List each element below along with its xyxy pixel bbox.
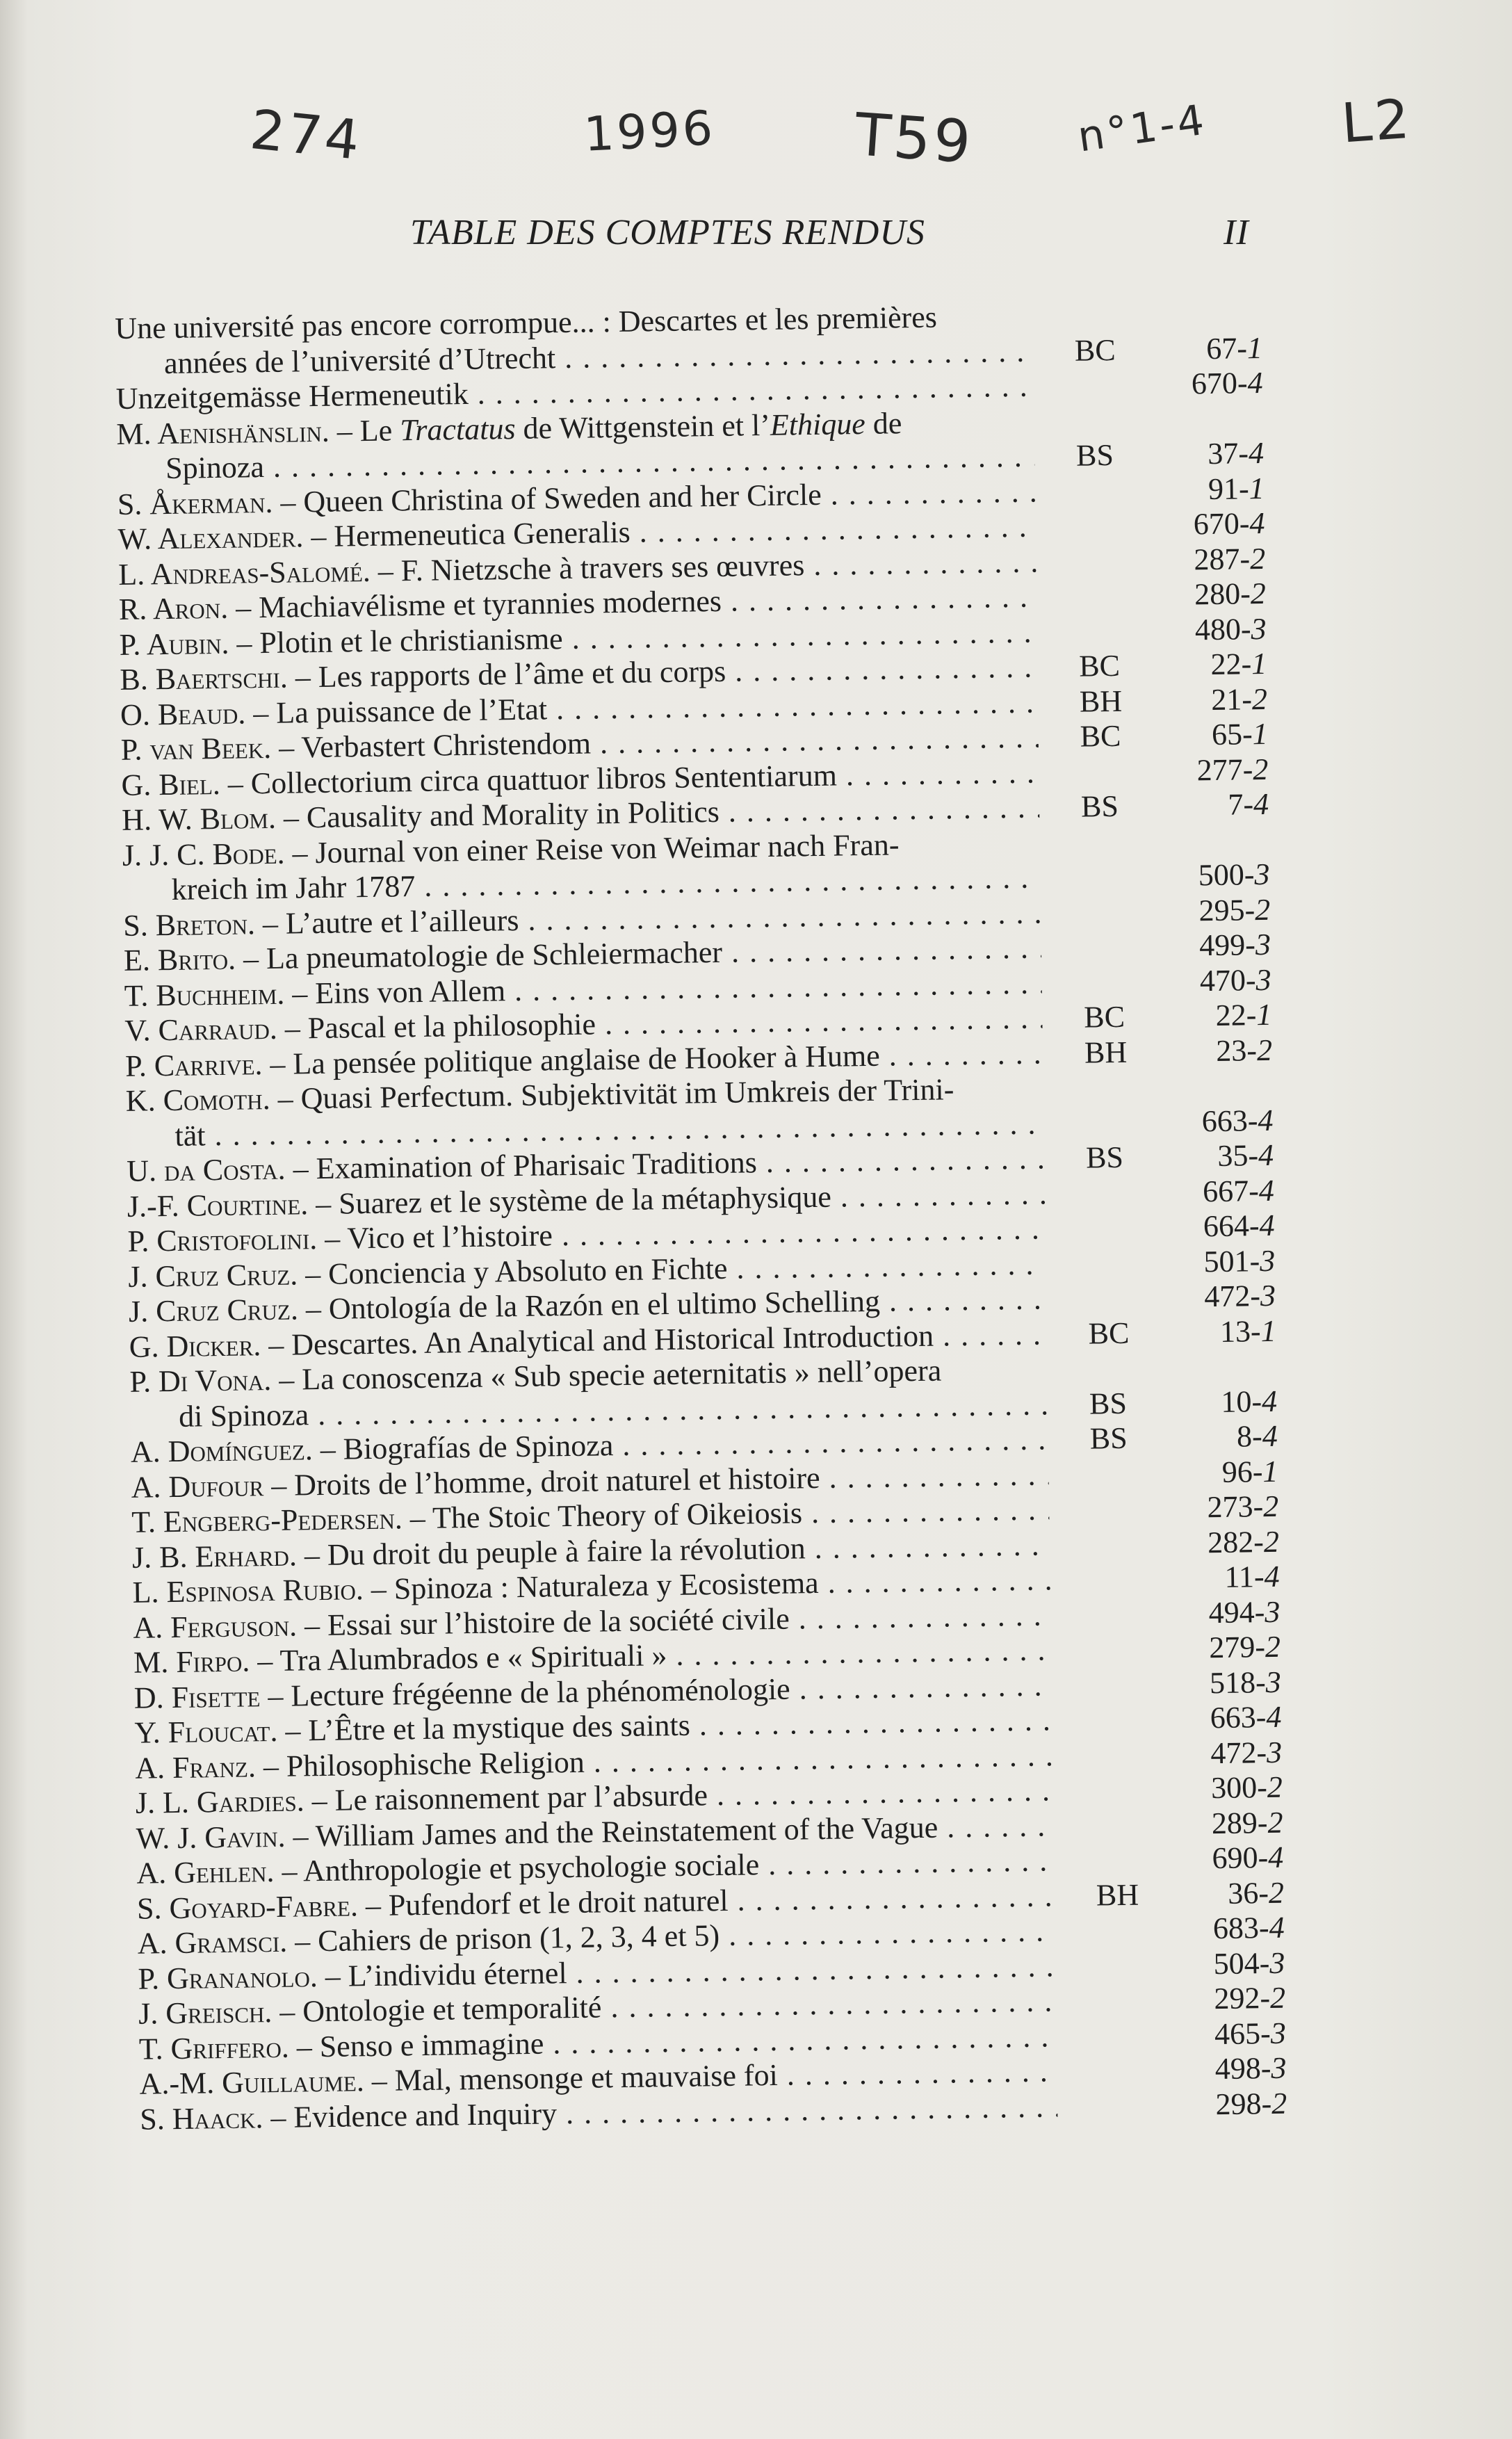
issue-number: 2	[1267, 1769, 1283, 1805]
review-code: BS	[1075, 437, 1114, 473]
issue-number: 4	[1264, 1559, 1280, 1594]
issue-number: 4	[1249, 505, 1265, 541]
review-code	[1091, 1561, 1161, 1562]
page-number-ref: 11-	[1224, 1559, 1265, 1594]
review-code	[1098, 1982, 1167, 1983]
review-code	[1092, 1596, 1162, 1597]
page-number-ref: 292-	[1214, 1981, 1271, 2016]
entry-author: V. Carraud.	[124, 1011, 278, 1048]
handwriting-fragment: 1996	[583, 101, 717, 163]
page-reference	[1162, 1103, 1274, 1140]
entry-title: – Queen Christina of Sweden and her Circle	[280, 477, 822, 519]
review-code: BC	[1078, 648, 1121, 683]
entry-author: T. Buchheim.	[124, 976, 285, 1013]
page-reference	[1160, 927, 1271, 964]
entry-title-continued: années de l’université d’Utrecht . . .	[164, 334, 1034, 381]
page-reference	[1171, 1770, 1283, 1807]
issue-number: 4	[1247, 365, 1263, 400]
entry-author: M. Aenishänslin.	[116, 414, 330, 451]
issue-number: 4	[1261, 1384, 1278, 1418]
entry-title: – Senso e immagine	[296, 2026, 544, 2064]
page-number-ref: 298-	[1215, 2086, 1272, 2121]
page-reference	[1164, 1313, 1276, 1350]
review-code	[1094, 1701, 1163, 1702]
entry-author: P. Grananolo.	[138, 1959, 318, 1996]
entry-author: W. Alexander.	[117, 519, 304, 556]
review-code	[1098, 2052, 1168, 2053]
review-code	[1083, 964, 1153, 965]
page-reference	[1169, 1594, 1281, 1631]
issue-number: 3	[1255, 962, 1271, 997]
issue-number: 4	[1267, 1840, 1284, 1875]
page-reference	[1151, 366, 1263, 403]
entry-author: A. Dufour	[131, 1468, 264, 1505]
issue-number: 2	[1268, 1875, 1285, 1910]
entry-author: A. Gehlen.	[136, 1854, 275, 1890]
page-reference	[1175, 2051, 1287, 2088]
entry-author: A.-M. Guillaume.	[139, 2064, 365, 2101]
page-number-ref: 22-	[1215, 998, 1257, 1032]
entry-author: T. Engberg-Pedersen.	[131, 1501, 403, 1539]
entry-author: Y. Floucat.	[134, 1713, 278, 1750]
review-code	[1090, 1456, 1160, 1457]
page-number-ref: 500-	[1198, 857, 1255, 893]
page-number-ref: 683-	[1212, 1911, 1269, 1946]
review-code: BH	[1096, 1877, 1139, 1913]
entry-author: A. Franz.	[134, 1749, 257, 1785]
entry-author: S. Goyard-Fabre.	[136, 1888, 359, 1926]
page-reference	[1160, 962, 1271, 999]
issue-number: 3	[1271, 2050, 1287, 2086]
review-code: BS	[1085, 1140, 1124, 1175]
issue-number: 4	[1266, 1699, 1282, 1735]
entry-title: – Descartes. An Analytical and Historical Introduction	[268, 1318, 934, 1362]
entry-title-continued: Spinoza . . .	[165, 439, 1035, 487]
entry-author: B. Baertschi.	[120, 660, 288, 697]
page-number-ref: 277-	[1196, 752, 1253, 787]
review-code	[1087, 1245, 1157, 1246]
page-number-ref: 498-	[1214, 2051, 1271, 2086]
entry-author: L. Espinosa Rubio.	[132, 1572, 364, 1610]
entry-title: – Journal von einer Reise von Weimar nach Fran-	[292, 827, 900, 870]
page-reference	[1151, 330, 1263, 367]
entry-title: – William James and the Reinstatement of the Vague	[293, 1810, 938, 1854]
entry-title: – L’individu éternel	[325, 1955, 567, 1993]
page-reference	[1154, 541, 1266, 578]
entry-author: D. Fisette	[133, 1678, 261, 1715]
issue-number: 1	[1260, 1313, 1276, 1348]
page-number-ref: 501-	[1203, 1243, 1260, 1279]
review-code	[1075, 367, 1144, 368]
review-code	[1091, 1526, 1161, 1527]
issue-number: 2	[1256, 1032, 1273, 1067]
page-reference	[1153, 436, 1265, 473]
page-number-ref: 36-	[1227, 1875, 1269, 1911]
issue-number: 3	[1259, 1243, 1276, 1278]
review-code: BS	[1089, 1386, 1128, 1421]
entry-author: J. Greisch.	[138, 1995, 273, 2031]
page-reference	[1172, 1840, 1284, 1877]
page-number-ref: 273-	[1207, 1489, 1264, 1525]
page-number-ref: 664-	[1203, 1208, 1260, 1244]
entry-author: J. Cruz Cruz.	[128, 1292, 299, 1329]
page-number-ref: 8-	[1236, 1419, 1263, 1454]
entry-title: – La conoscenza « Sub specie aeternitatis » nell’opera	[278, 1353, 942, 1397]
handwritten-annotation	[236, 83, 1460, 181]
page-number-ref: 518-	[1209, 1664, 1267, 1700]
entry-title: – Du droit du peuple à faire la révolution	[304, 1530, 806, 1572]
entry-title: – La puissance de l’Etat	[252, 691, 548, 730]
page-number-ref: 65-	[1211, 717, 1253, 752]
entry-title: – La pensée politique anglaise de Hooker à Hume	[270, 1038, 880, 1081]
issue-number: 2	[1263, 1524, 1280, 1559]
entry-title: – Lecture frégéenne de la phénoménologie	[268, 1671, 790, 1713]
page-reference	[1163, 1208, 1275, 1245]
entry-title: Unzeitgemässe Hermeneutik	[115, 376, 469, 416]
page-number-ref: 690-	[1212, 1840, 1269, 1876]
entry-title: – Tra Alumbrados e « Spirituali »	[257, 1638, 667, 1678]
issue-number: 4	[1262, 1418, 1278, 1454]
review-code: BC	[1074, 332, 1116, 368]
issue-number: 1	[1262, 1454, 1278, 1489]
page-number-ref: 23-	[1215, 1032, 1258, 1068]
issue-number: 2	[1267, 1805, 1283, 1840]
issue-number: 2	[1254, 892, 1271, 927]
page-number-ref: 7-	[1228, 787, 1254, 822]
page-reference	[1164, 1243, 1276, 1280]
entry-title: – Eins von Allem	[291, 973, 506, 1011]
issue-number: 2	[1271, 2086, 1287, 2121]
entry-author: O. Beaud.	[120, 695, 246, 732]
entry-author: G. Dicker.	[129, 1327, 261, 1364]
entry-author: R. Aron.	[118, 590, 229, 626]
page-reference	[1153, 506, 1265, 543]
entry-title: – Plotin et le christianisme	[236, 621, 563, 661]
entry-title: – Examination of Pharisaic Traditions	[293, 1145, 758, 1186]
page-reference	[1166, 1384, 1278, 1420]
entry-title: – Conciencia y Absoluto en Fichte	[304, 1251, 728, 1291]
page-number-ref: 287-	[1194, 541, 1251, 576]
issue-number: 3	[1265, 1664, 1282, 1699]
page-reference	[1169, 1664, 1281, 1701]
page-reference	[1155, 611, 1267, 648]
page-reference	[1171, 1805, 1283, 1842]
entry-author: P. Carrive.	[124, 1046, 263, 1083]
page-number-ref: 663-	[1210, 1700, 1267, 1735]
entry-author: W. J. Gavin.	[136, 1819, 286, 1856]
page-reference	[1155, 647, 1267, 683]
page-reference	[1168, 1559, 1280, 1596]
entry-title: – Ontología de la Razón en el ultimo Schelling	[305, 1283, 881, 1327]
review-code	[1099, 2088, 1169, 2089]
page-reference	[1171, 1735, 1283, 1772]
issue-number: 3	[1270, 2016, 1287, 2050]
entry-author: K. Comoth.	[125, 1081, 270, 1118]
entry-author: H. W. Blom.	[121, 800, 277, 837]
page-reference	[1173, 1945, 1285, 1982]
page-reference	[1162, 1138, 1274, 1175]
entry-author: L. Andreas-Salomé.	[117, 553, 371, 592]
page-number-ref: 670-	[1193, 506, 1250, 542]
page-number-ref: 96-	[1221, 1454, 1263, 1489]
page-reference	[1176, 2086, 1287, 2123]
page-reference	[1157, 752, 1269, 788]
page-number-ref: 504-	[1213, 1945, 1270, 1981]
entry-author: A. Ferguson.	[133, 1608, 298, 1645]
entry-title: – Philosophische Religion	[263, 1744, 585, 1783]
review-code	[1097, 1947, 1166, 1948]
review-code: BH	[1084, 1035, 1128, 1070]
page-reference	[1157, 787, 1269, 824]
entry-title: – Pufendorf et le droit naturel	[365, 1883, 729, 1922]
issue-number: 4	[1248, 435, 1265, 471]
page-number-ref: 663-	[1201, 1103, 1258, 1138]
review-code	[1093, 1631, 1162, 1632]
handwriting-fragment: 274	[247, 98, 366, 173]
entry-title: – Anthropologie et psychologie sociale	[282, 1847, 760, 1888]
entry-title: – Verbastert Christendom	[278, 726, 592, 765]
page-reference	[1161, 1032, 1273, 1069]
page-number-ref: 295-	[1198, 892, 1255, 927]
page-reference	[1173, 1911, 1285, 1947]
issue-number: 3	[1251, 611, 1267, 646]
entry-author: J. Cruz Cruz.	[128, 1256, 298, 1294]
entry-title: – Causality and Morality in Politics	[283, 794, 720, 835]
page-number-ref: 472-	[1210, 1735, 1267, 1770]
page-number-ref: 279-	[1208, 1630, 1266, 1665]
issue-number: 3	[1254, 857, 1270, 892]
entry-title: – Machiavélisme et tyrannies modernes	[235, 583, 722, 625]
entry-author: J. J. C. Bode.	[122, 836, 285, 873]
issue-number: 1	[1246, 330, 1263, 365]
entry-title: – F. Nietzsche à travers ses œuvres	[377, 547, 805, 588]
entry-author: J. B. Erhard.	[131, 1538, 298, 1575]
page-number-ref: 499-	[1198, 927, 1256, 963]
entry-author: A. Domínguez.	[130, 1432, 314, 1469]
entry-title: – Biografías de Spinoza	[320, 1428, 614, 1467]
page-reference	[1156, 681, 1268, 718]
entry-title: – Essai sur l’histoire de la société civile	[304, 1601, 790, 1642]
entry-author: E. Brito.	[123, 941, 236, 978]
issue-number: 2	[1253, 752, 1269, 786]
entry-title: – Ontologie et temporalité	[279, 1990, 602, 2029]
handwriting-fragment: n°1-4	[1075, 95, 1210, 162]
issue-number: 1	[1252, 716, 1268, 752]
entry-title: – L’Être et la mystique des saints	[285, 1708, 691, 1748]
issue-number: 2	[1249, 541, 1266, 576]
entry-title: – L’autre et l’ailleurs	[262, 902, 519, 941]
handwriting-fragment: L2	[1339, 88, 1415, 156]
page-number-ref: 10-	[1221, 1384, 1262, 1419]
issue-number: 3	[1269, 1945, 1285, 1980]
review-code	[1096, 1912, 1166, 1913]
page-number-ref: 667-	[1202, 1173, 1260, 1208]
entry-title: – Hermeneutica Generalis	[311, 514, 631, 554]
page-number-ref: 13-	[1219, 1313, 1261, 1349]
entry-title: – Evidence and Inquiry	[270, 2096, 558, 2134]
page-reference	[1160, 998, 1272, 1035]
page-reference	[1158, 857, 1270, 894]
entry-title: – Cahiers de prison (1, 2, 3, 4 et 5)	[294, 1918, 720, 1959]
issue-number: 2	[1262, 1489, 1279, 1524]
entry-author: S. Breton.	[122, 906, 256, 943]
review-code: BS	[1080, 788, 1119, 824]
page-reference	[1153, 471, 1265, 508]
page-reference	[1154, 576, 1266, 613]
page-reference	[1166, 1419, 1278, 1456]
entry-title: – Mal, mensonge et mauvaise foi	[371, 2057, 779, 2098]
entry-author: J.-F. Courtine.	[127, 1186, 309, 1224]
page-number-ref: 67-	[1205, 330, 1248, 366]
page-reference	[1162, 1173, 1274, 1210]
page-reference	[1159, 892, 1271, 929]
review-index	[115, 295, 1322, 2137]
issue-number: 4	[1258, 1137, 1274, 1173]
review-code: BS	[1089, 1420, 1128, 1456]
page-reference	[1168, 1524, 1280, 1561]
entry-title: – Le Tractatus de Wittgenstein et l’Ethique de	[336, 405, 902, 448]
entry-author: P. Cristofolini.	[127, 1222, 318, 1258]
issue-number: 3	[1255, 927, 1271, 962]
entry-title: – Droits de l’homme, droit naturel et histoire	[270, 1460, 820, 1502]
entry-title-continued: di Spinoza . . .	[179, 1387, 1048, 1434]
entry-author: S. Åkerman.	[117, 485, 273, 521]
entry-author: U. da Costa.	[126, 1151, 286, 1188]
issue-number: 3	[1264, 1594, 1281, 1629]
page-number-ref: 670-	[1191, 366, 1248, 401]
page-reference	[1164, 1279, 1276, 1315]
page-number-ref: 280-	[1194, 576, 1251, 612]
entry-author: P. Aubin.	[119, 626, 229, 662]
review-code	[1082, 894, 1152, 895]
entry-title-continued: tät . . .	[174, 1106, 1044, 1153]
page-reference	[1156, 717, 1268, 754]
review-code: BC	[1080, 718, 1121, 754]
issue-number: 4	[1258, 1103, 1274, 1137]
issue-number: 4	[1269, 1910, 1285, 1945]
issue-number: 4	[1258, 1173, 1275, 1208]
entry-title: – Collectorium circa quattuor libros Sententiarum	[227, 758, 838, 801]
page-number-ref: 465-	[1214, 2016, 1271, 2051]
page-number-ref: 300-	[1210, 1770, 1268, 1806]
issue-number: 1	[1249, 471, 1265, 505]
page-number-ref: 494-	[1208, 1594, 1265, 1630]
issue-number: 1	[1255, 997, 1272, 1032]
review-code	[1095, 1807, 1164, 1808]
page-reference	[1170, 1700, 1282, 1737]
entry-author: J. L. Gardies.	[135, 1783, 305, 1820]
issue-number: 3	[1260, 1278, 1276, 1313]
page-number-ref: 282-	[1207, 1524, 1265, 1559]
page-number: II	[1224, 213, 1249, 252]
handwriting-fragment: T59	[852, 100, 976, 177]
review-code	[1078, 613, 1148, 614]
page-number-ref: 91-	[1208, 471, 1250, 506]
page-number-ref: 35-	[1217, 1138, 1259, 1173]
review-code	[1086, 1175, 1155, 1176]
page-reference	[1169, 1630, 1281, 1667]
review-code	[1083, 929, 1153, 930]
entry-title: Une université pas encore corrompue... : Descartes et les premières	[115, 300, 938, 346]
entry-author: G. Biel.	[121, 766, 221, 802]
review-code: BC	[1083, 999, 1125, 1035]
entry-author: T. Griffero.	[138, 2029, 290, 2066]
page-number-ref: 37-	[1208, 436, 1249, 471]
page-number-ref: 470-	[1199, 962, 1256, 998]
issue-number: 1	[1251, 646, 1267, 681]
page-reference	[1174, 1981, 1286, 2018]
issue-number: 2	[1250, 576, 1267, 611]
page-number-ref: 22-	[1210, 647, 1252, 682]
entry-title-continued: kreich im Jahr 1787 . . .	[171, 860, 1041, 907]
entry-author: S. Haack.	[139, 2100, 263, 2137]
entry-title: – Spinoza : Naturaleza y Ecosistema	[371, 1566, 819, 1607]
entry-author: P. van Beek.	[120, 730, 272, 767]
page-reference	[1174, 2016, 1286, 2052]
entry-author: A. Gramsci.	[137, 1924, 288, 1961]
entry-author: P. Di Vona.	[129, 1363, 272, 1399]
entry-title: – Pascal et la philosophie	[284, 1007, 596, 1046]
issue-number: 4	[1259, 1208, 1275, 1243]
page-number-ref: 480-	[1194, 611, 1251, 647]
page-reference	[1166, 1454, 1278, 1491]
issue-number: 2	[1265, 1629, 1281, 1664]
entry-title: – Le raisonnement par l’absurde	[311, 1778, 708, 1818]
page-number-ref: 21-	[1210, 681, 1253, 717]
issue-number: 2	[1251, 681, 1268, 716]
issue-number: 3	[1266, 1735, 1283, 1769]
review-code: BC	[1088, 1315, 1130, 1351]
entry-title: – Les rapports de l’âme et du corps	[295, 654, 726, 695]
entry-author: M. Firpo.	[133, 1644, 250, 1680]
review-code	[1088, 1280, 1157, 1281]
entry-title: – La pneumatologie de Schleiermacher	[243, 934, 723, 976]
running-header	[410, 205, 1314, 261]
page-title: TABLE DES COMPTES RENDUS	[410, 213, 925, 252]
entry-title: – Suarez et le système de la métaphysique	[315, 1179, 832, 1221]
page-reference	[1173, 1875, 1285, 1912]
issue-number: 4	[1253, 786, 1269, 822]
entry-title: – Vico et l’histoire	[324, 1218, 553, 1256]
issue-number: 2	[1269, 1980, 1286, 2016]
page-reference	[1167, 1489, 1279, 1526]
entry-title: – The Stoic Theory of Oikeiosis	[409, 1496, 803, 1536]
review-code: BH	[1079, 683, 1123, 719]
page-number-ref: 289-	[1211, 1805, 1268, 1840]
page-number-ref: 472-	[1203, 1279, 1261, 1314]
entry-title: – Quasi Perfectum. Subjektivität im Umkreis der Trini-	[277, 1072, 954, 1116]
review-code	[1078, 543, 1147, 544]
